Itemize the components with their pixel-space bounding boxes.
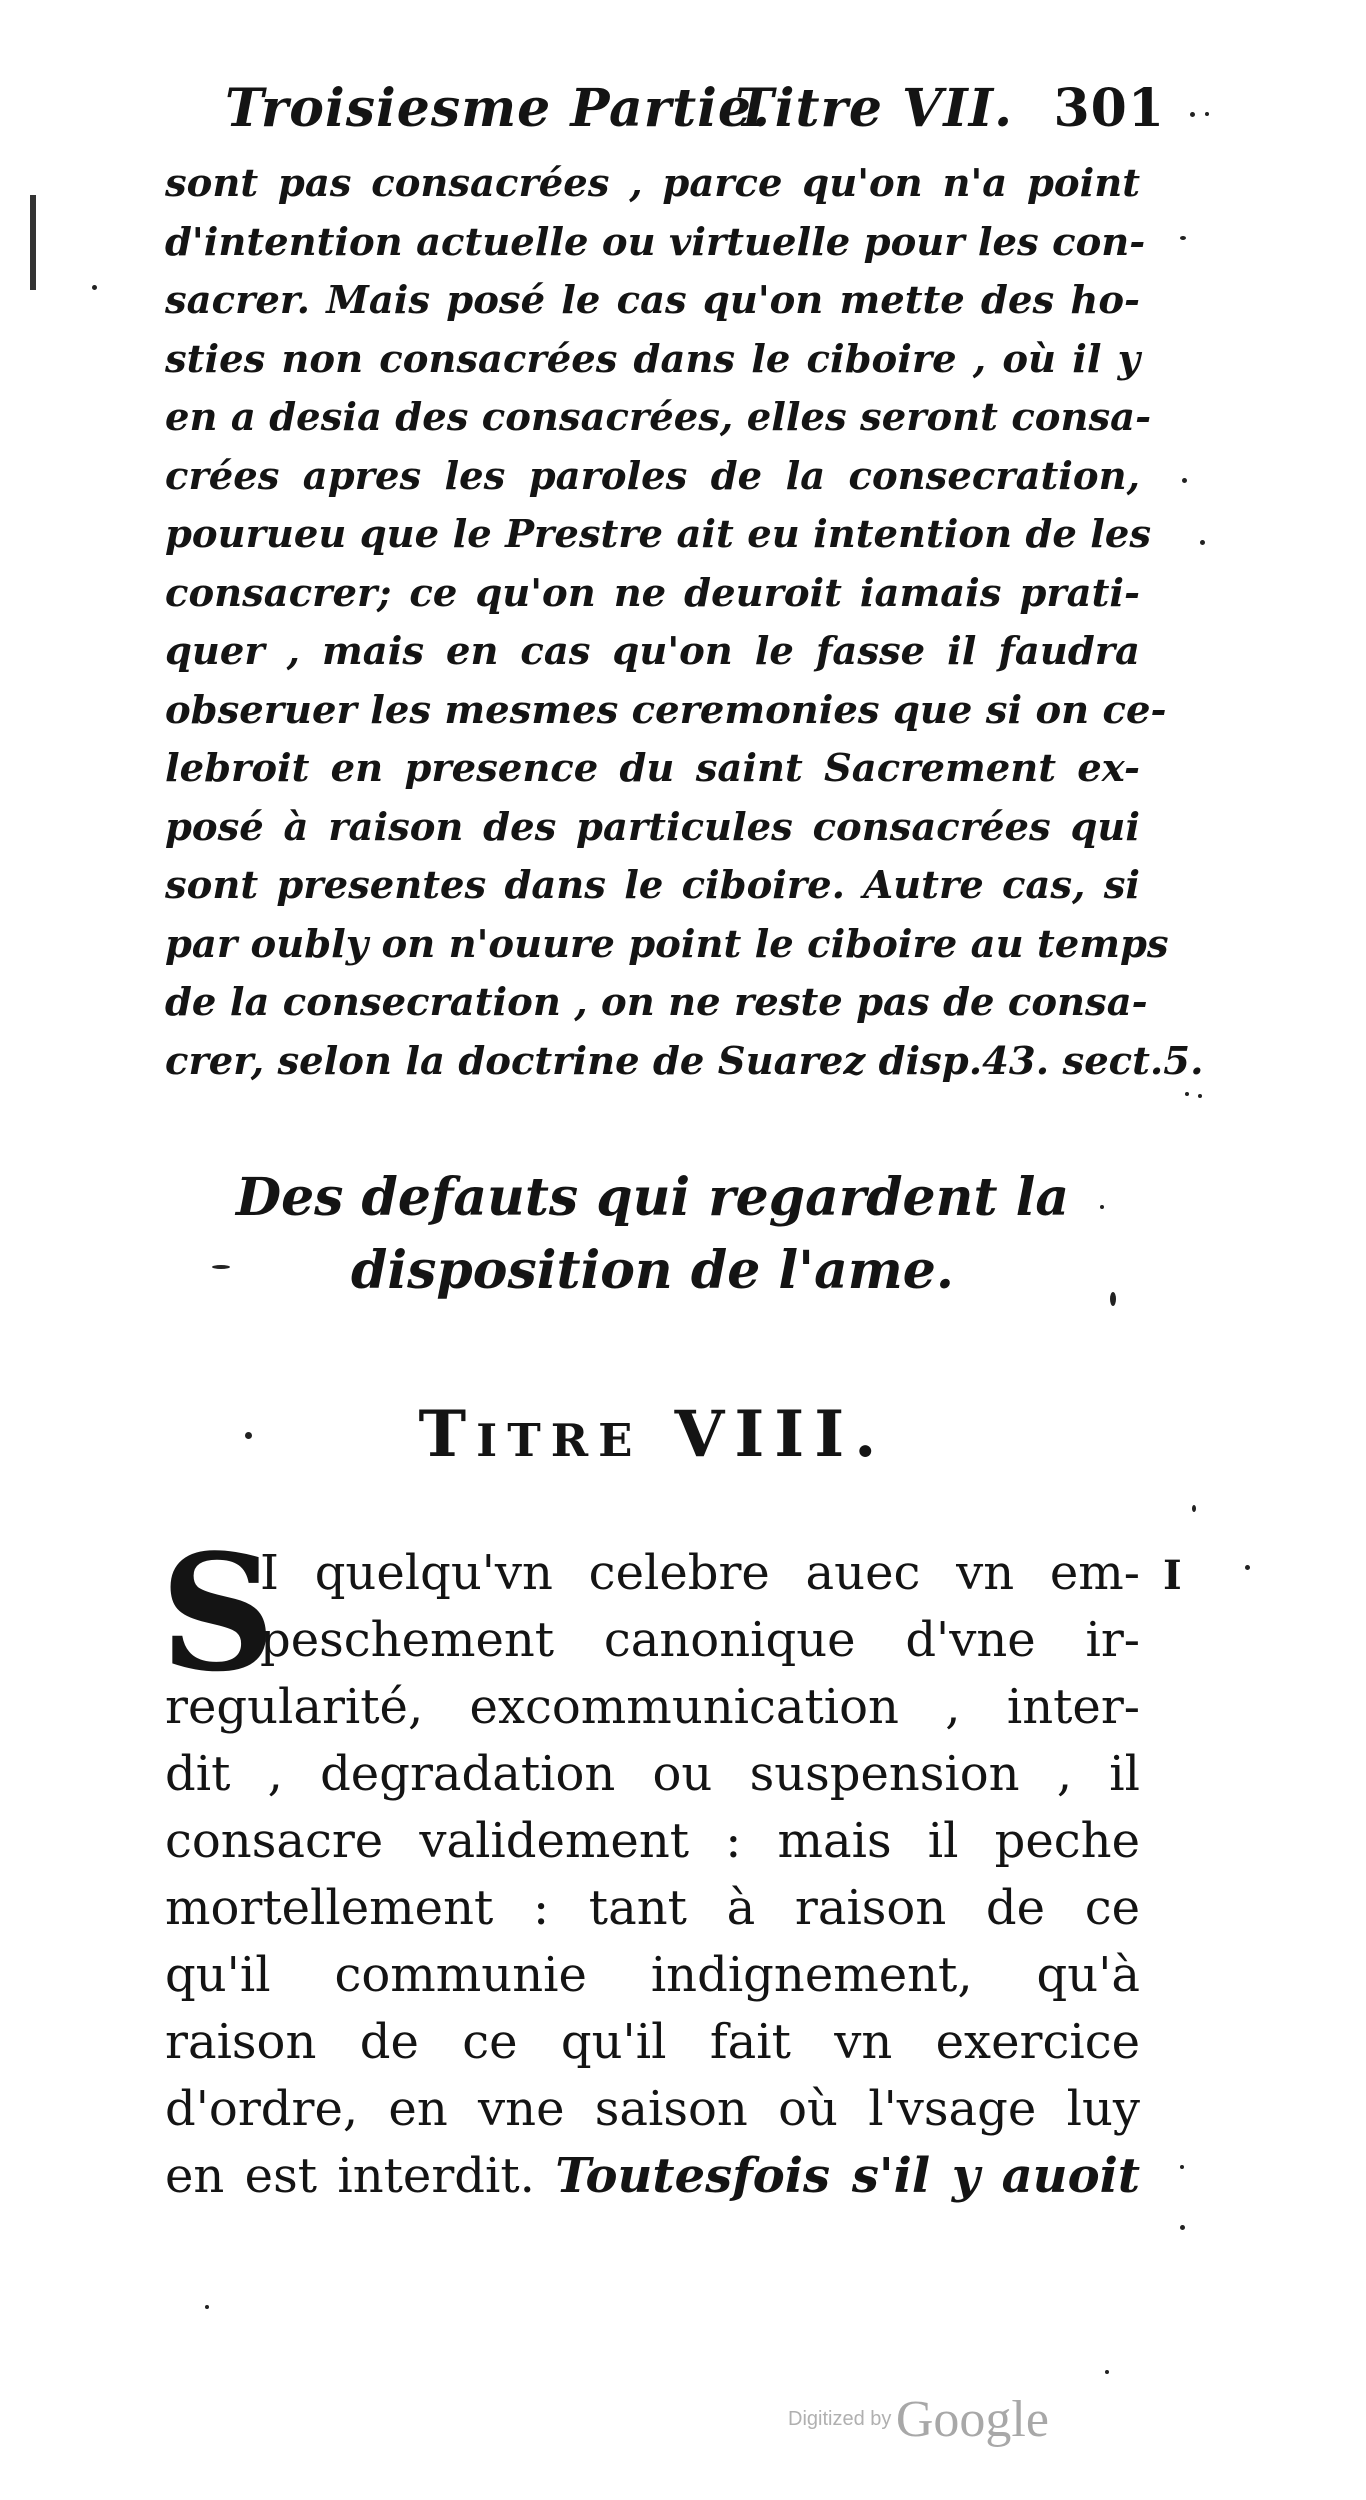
text-line: par oubly on n'ouure point le ciboire au temps [165, 921, 1169, 967]
digitized-watermark [788, 2390, 1049, 2450]
drop-cap: S [160, 1519, 276, 1707]
text-line: lebroit en presence du saint Sacrement ex- [165, 746, 1140, 791]
text-line: crées apres les paroles de la consecration, [165, 453, 1140, 499]
text-line: sties non consacrées dans le ciboire , où il y [165, 336, 1140, 382]
text-line: pourueu que le Prestre ait eu intention de les [165, 512, 1152, 557]
last-text-line [165, 2143, 1140, 2210]
text-line: I quelqu'vn celebre auec vn em- [260, 1545, 1140, 1601]
margin-rule-mark [30, 195, 36, 290]
header-title: Titre VII. [735, 78, 1014, 139]
chapter-title: Titre VIII. [418, 1397, 887, 1472]
text-line: quer , mais en cas qu'on le fasse il faudra [165, 629, 1140, 674]
watermark-brand: Google [895, 2391, 1049, 2448]
running-header [225, 78, 1165, 138]
text-line: d'ordre, en vne saison où l'vsage luy [165, 2081, 1140, 2137]
text-line: sacrer. Mais posé le cas qu'on mette des ho- [165, 278, 1140, 323]
text-line: qu'il communie indignement, qu'à [165, 1947, 1140, 2003]
page-number: 301 [1053, 78, 1165, 139]
last-line-roman: en est interdit. [165, 2148, 535, 2204]
text-line: mortellement : tant à raison de ce [165, 1880, 1140, 1936]
text-line: posé à raison des particules consacrées qui [165, 804, 1140, 850]
text-line: consacrer; ce qu'on ne deuroit iamais prati- [165, 570, 1140, 616]
text-line: de la consecration , on ne reste pas de consa- [165, 980, 1148, 1025]
text-line: en a desia des consacrées, elles seront consa- [165, 395, 1152, 440]
text-line: regularité, excommunication , inter- [165, 1679, 1140, 1735]
header-part: Troisiesme Partie. [225, 78, 772, 139]
text-line: sont pas consacrées , parce qu'on n'a point [165, 161, 1140, 206]
section-heading-line-2: disposition de l'ame. [351, 1240, 954, 1301]
watermark-prefix: Digitized by [788, 2408, 892, 2430]
text-line: sont presentes dans le ciboire. Autre cas, si [165, 863, 1140, 908]
text-line: dit , degradation ou suspension , il [165, 1746, 1140, 1802]
last-line-italic: Toutesfois s'il y auoit [555, 2148, 1140, 2204]
text-line: crer, selon la doctrine de Suarez disp.43. sect.5. [165, 1038, 1204, 1084]
text-line: consacre validement : mais il peche [165, 1813, 1140, 1869]
text-line: raison de ce qu'il fait vn exercice [165, 2014, 1140, 2070]
text-line: peschement canonique d'vne ir- [260, 1612, 1140, 1668]
body-paragraph [165, 1540, 1140, 2210]
text-line: obseruer les mesmes ceremonies que si on ce- [165, 687, 1167, 733]
section-heading-line-1: Des defauts qui regardent la [235, 1167, 1070, 1228]
italic-paragraph [165, 155, 1204, 1091]
margin-note: I [1163, 1552, 1182, 1599]
text-line: d'intention actuelle ou virtuelle pour les con- [165, 219, 1146, 265]
